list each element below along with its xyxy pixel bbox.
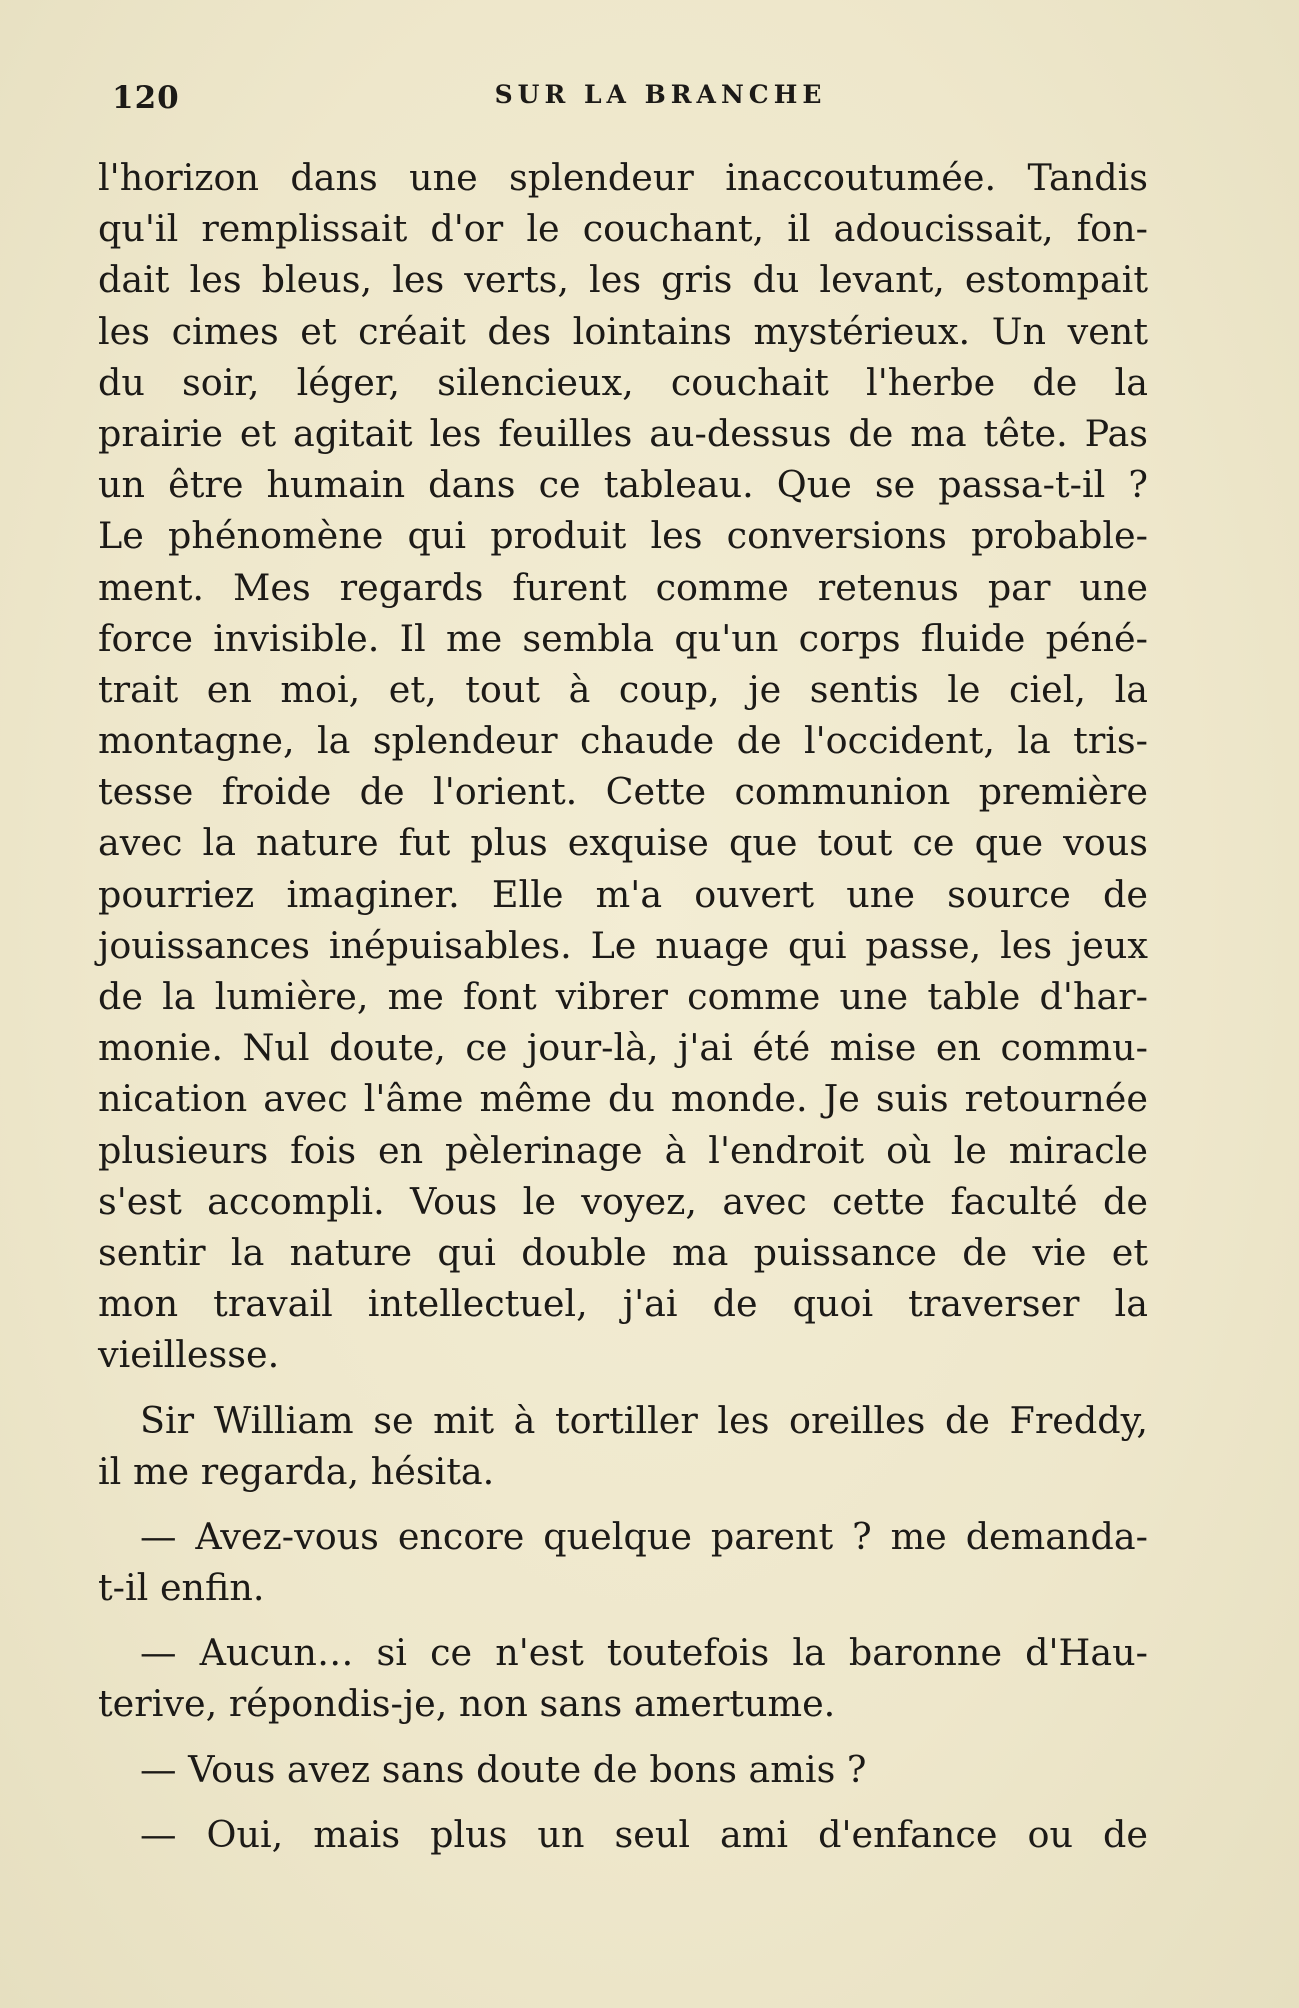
paragraph-gap [98, 1795, 1148, 1809]
text-line: — Avez-vous encore quelque parent ? me demanda- [140, 1514, 1148, 1558]
text-body [98, 152, 1148, 1860]
text-line: Sir William se mit à tortiller les oreilles de Freddy, [140, 1398, 1148, 1442]
paragraph [98, 1809, 1148, 1860]
text-line: vieillesse. [98, 1333, 280, 1377]
paragraph [98, 1627, 1148, 1729]
text-line: du soir, léger, silencieux, couchait l'herbe de la [98, 360, 1148, 404]
text-line: trait en moi, et, tout à coup, je sentis le ciel, la [98, 667, 1148, 711]
text-line: l'horizon dans une splendeur inaccoutumée. Tandis [98, 156, 1148, 199]
paragraph [98, 1395, 1148, 1497]
text-line: il me regarda, hésita. [98, 1449, 495, 1493]
text-line: force invisible. Il me sembla qu'un corps fluide péné- [98, 616, 1148, 660]
text-line: jouissances inépuisables. Le nuage qui passe, les jeux [98, 923, 1148, 967]
paragraph-gap [98, 1730, 1148, 1744]
text-line: pourriez imaginer. Elle m'a ouvert une source de [98, 872, 1148, 916]
text-line: — Aucun… si ce n'est toutefois la baronne d'Hau- [140, 1631, 1148, 1675]
text-line: — Oui, mais plus un seul ami d'enfance ou de [140, 1812, 1148, 1856]
text-line: les cimes et créait des lointains mystérieux. Un vent [98, 309, 1148, 353]
text-line: plusieurs fois en pèlerinage à l'endroit où le miracle [98, 1128, 1148, 1172]
text-line: terive, répondis-je, non sans amertume. [98, 1682, 836, 1726]
text-line: de la lumière, me font vibrer comme une table d'har- [98, 975, 1148, 1018]
text-line: prairie et agitait les feuilles au-dessus de ma tête. Pas [98, 411, 1148, 455]
text-line: un être humain dans ce tableau. Que se passa-t-il ? [98, 463, 1148, 507]
running-title: SUR LA BRANCHE [494, 80, 827, 109]
paragraph [98, 152, 1148, 1381]
text-line: ment. Mes regards furent comme retenus par une [98, 565, 1148, 609]
text-line: — Vous avez sans doute de bons amis ? [140, 1747, 867, 1791]
text-line: dait les bleus, les verts, les gris du levant, estompait [98, 258, 1148, 302]
text-line: mon travail intellectuel, j'ai de quoi traverser la [98, 1282, 1148, 1326]
paragraph [98, 1511, 1148, 1613]
text-line: nication avec l'âme même du monde. Je suis retournée [98, 1077, 1148, 1121]
text-line: Le phénomène qui produit les conversions probable- [98, 514, 1148, 558]
page-number: 120 [112, 80, 180, 116]
paragraph-gap [98, 1613, 1148, 1627]
text-line: avec la nature fut plus exquise que tout ce que vous [98, 821, 1148, 865]
running-head [112, 80, 1149, 120]
paragraph-gap [98, 1497, 1148, 1511]
text-line: tesse froide de l'orient. Cette communion première [98, 770, 1148, 814]
paragraph-gap [98, 1381, 1148, 1395]
text-line: t-il enfin. [98, 1566, 265, 1610]
text-line: qu'il remplissait d'or le couchant, il adoucissait, fon- [98, 207, 1148, 251]
text-line: montagne, la splendeur chaude de l'occident, la tris- [98, 719, 1148, 763]
text-line: sentir la nature qui double ma puissance de vie et [98, 1230, 1148, 1274]
text-line: monie. Nul doute, ce jour-là, j'ai été mise en commu- [98, 1026, 1148, 1070]
paragraph [98, 1744, 1148, 1795]
text-line: s'est accompli. Vous le voyez, avec cette faculté de [98, 1179, 1148, 1223]
